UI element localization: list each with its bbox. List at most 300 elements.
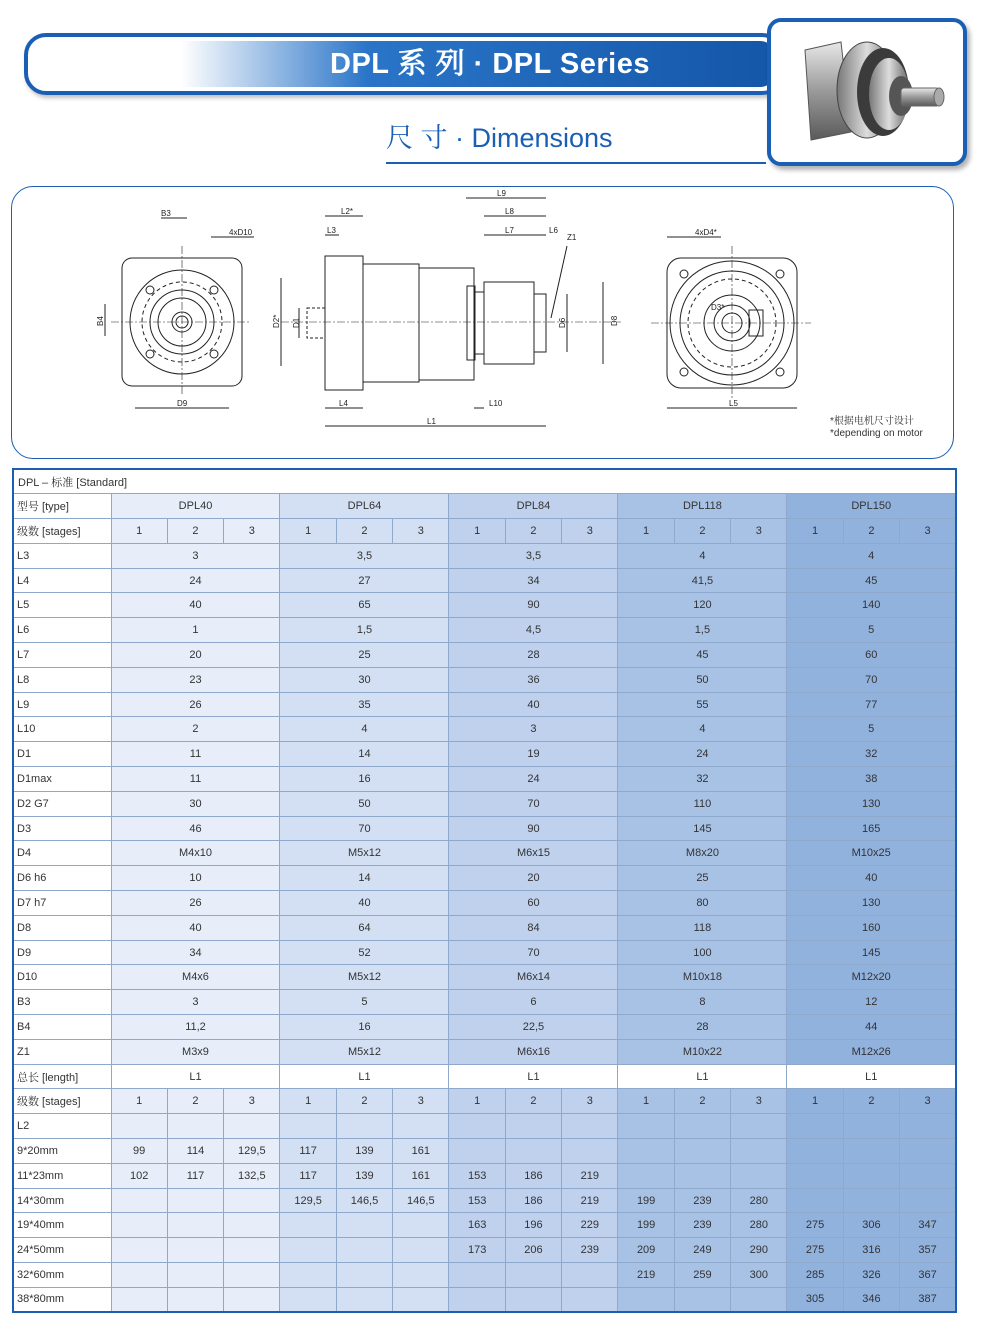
value-cell: 139 xyxy=(336,1139,392,1164)
value-cell: 34 xyxy=(449,568,618,593)
row-label: D4 xyxy=(13,841,111,866)
value-cell xyxy=(674,1139,730,1164)
value-cell: M4x6 xyxy=(111,965,280,990)
row-label: L3 xyxy=(13,543,111,568)
value-cell: 2 xyxy=(111,717,280,742)
value-cell: 4 xyxy=(618,717,787,742)
value-cell: 153 xyxy=(449,1163,505,1188)
empty-cell xyxy=(224,1114,280,1139)
stage-cell: 1 xyxy=(449,519,505,544)
value-cell: 44 xyxy=(787,1015,956,1040)
value-cell: 46 xyxy=(111,816,280,841)
table-row xyxy=(13,816,956,841)
stage-cell: 3 xyxy=(562,519,618,544)
value-cell: M6x16 xyxy=(449,1039,618,1064)
row-label: L6 xyxy=(13,618,111,643)
value-cell: 4 xyxy=(787,543,956,568)
value-cell: 8 xyxy=(618,990,787,1015)
value-cell xyxy=(167,1213,223,1238)
value-cell: 239 xyxy=(562,1238,618,1263)
value-cell xyxy=(787,1139,843,1164)
stage-cell: 3 xyxy=(224,1089,280,1114)
value-cell: 70 xyxy=(280,816,449,841)
type-label: 型号 [type] xyxy=(13,494,111,519)
value-cell: 196 xyxy=(505,1213,561,1238)
value-cell: 186 xyxy=(505,1163,561,1188)
value-cell xyxy=(167,1287,223,1312)
table-row xyxy=(13,841,956,866)
table-row xyxy=(13,1163,956,1188)
value-cell: 4,5 xyxy=(449,618,618,643)
table-row xyxy=(13,1263,956,1288)
stage-cell: 1 xyxy=(449,1089,505,1114)
value-cell: M12x20 xyxy=(787,965,956,990)
value-cell xyxy=(111,1238,167,1263)
value-cell xyxy=(393,1263,449,1288)
length-row xyxy=(13,1064,956,1089)
value-cell: 290 xyxy=(731,1238,787,1263)
value-cell: 11 xyxy=(111,767,280,792)
table-row xyxy=(13,1015,956,1040)
product-photo xyxy=(767,18,967,166)
value-cell: 50 xyxy=(618,667,787,692)
dim-label-l10: L10 xyxy=(489,399,503,408)
stage-cell: 1 xyxy=(787,1089,843,1114)
stage-cell: 2 xyxy=(505,1089,561,1114)
value-cell: 70 xyxy=(787,667,956,692)
value-cell xyxy=(224,1287,280,1312)
value-cell: 153 xyxy=(449,1188,505,1213)
model-header: DPL64 xyxy=(280,494,449,519)
value-cell: 280 xyxy=(731,1188,787,1213)
table-row xyxy=(13,1139,956,1164)
stage-cell: 1 xyxy=(787,519,843,544)
value-cell xyxy=(843,1188,899,1213)
value-cell: 219 xyxy=(618,1263,674,1288)
dim-label-l5: L5 xyxy=(729,399,738,408)
table-row xyxy=(13,915,956,940)
value-cell: 300 xyxy=(731,1263,787,1288)
row-label: 38*80mm xyxy=(13,1287,111,1312)
value-cell: 110 xyxy=(618,791,787,816)
value-cell: 3 xyxy=(111,543,280,568)
length-cell: L1 xyxy=(618,1064,787,1089)
row-label: D10 xyxy=(13,965,111,990)
stage-cell: 2 xyxy=(674,519,730,544)
value-cell: 239 xyxy=(674,1213,730,1238)
table-row xyxy=(13,965,956,990)
table-row xyxy=(13,667,956,692)
value-cell xyxy=(900,1188,956,1213)
value-cell xyxy=(336,1213,392,1238)
value-cell: 45 xyxy=(618,643,787,668)
row-label: 32*60mm xyxy=(13,1263,111,1288)
value-cell xyxy=(167,1263,223,1288)
value-cell: 52 xyxy=(280,940,449,965)
value-cell: 130 xyxy=(787,791,956,816)
value-cell: 27 xyxy=(280,568,449,593)
value-cell xyxy=(449,1287,505,1312)
type-row xyxy=(13,494,956,519)
value-cell xyxy=(111,1188,167,1213)
row-label: D8 xyxy=(13,915,111,940)
value-cell: 24 xyxy=(618,742,787,767)
value-cell: 90 xyxy=(449,816,618,841)
value-cell xyxy=(562,1263,618,1288)
value-cell xyxy=(111,1263,167,1288)
dim-label-d2: D2* xyxy=(272,314,281,328)
value-cell: 1 xyxy=(111,618,280,643)
value-cell: 4 xyxy=(618,543,787,568)
empty-cell xyxy=(900,1114,956,1139)
row-label: D1 xyxy=(13,742,111,767)
dim-label-d4: 4xD4* xyxy=(695,228,717,237)
value-cell: 118 xyxy=(618,915,787,940)
value-cell: 35 xyxy=(280,692,449,717)
row-label: L5 xyxy=(13,593,111,618)
dimension-drawing xyxy=(11,186,954,459)
value-cell xyxy=(618,1163,674,1188)
value-cell xyxy=(787,1188,843,1213)
value-cell xyxy=(674,1163,730,1188)
value-cell: 4 xyxy=(280,717,449,742)
value-cell: 146,5 xyxy=(393,1188,449,1213)
value-cell: 3 xyxy=(449,717,618,742)
stage-cell: 2 xyxy=(674,1089,730,1114)
row-label: L4 xyxy=(13,568,111,593)
value-cell: 64 xyxy=(280,915,449,940)
value-cell: 16 xyxy=(280,1015,449,1040)
stage-cell: 2 xyxy=(843,519,899,544)
dim-label-l2: L2* xyxy=(341,207,354,216)
value-cell: 161 xyxy=(393,1139,449,1164)
empty-cell xyxy=(393,1114,449,1139)
value-cell xyxy=(224,1188,280,1213)
value-cell: 173 xyxy=(449,1238,505,1263)
value-cell: 16 xyxy=(280,767,449,792)
dim-label-l3: L3 xyxy=(327,226,336,235)
value-cell: 249 xyxy=(674,1238,730,1263)
front-view-input xyxy=(105,218,254,408)
value-cell: 3,5 xyxy=(449,543,618,568)
value-cell: 199 xyxy=(618,1213,674,1238)
empty-cell xyxy=(336,1114,392,1139)
empty-cell xyxy=(843,1114,899,1139)
value-cell: M10x25 xyxy=(787,841,956,866)
value-cell: 40 xyxy=(111,593,280,618)
table-row xyxy=(13,940,956,965)
value-cell: M4x10 xyxy=(111,841,280,866)
stage-cell: 1 xyxy=(111,1089,167,1114)
value-cell xyxy=(843,1163,899,1188)
value-cell: 60 xyxy=(787,643,956,668)
row-label: D3 xyxy=(13,816,111,841)
dim-label-l8: L8 xyxy=(505,207,514,216)
value-cell: 30 xyxy=(111,791,280,816)
value-cell: 25 xyxy=(618,866,787,891)
table-row xyxy=(13,692,956,717)
stages-label: 级数 [stages] xyxy=(13,1089,111,1114)
value-cell: 28 xyxy=(449,643,618,668)
value-cell: 11 xyxy=(111,742,280,767)
value-cell: 347 xyxy=(900,1213,956,1238)
value-cell: M10x18 xyxy=(618,965,787,990)
value-cell: 5 xyxy=(787,618,956,643)
value-cell: 38 xyxy=(787,767,956,792)
value-cell xyxy=(449,1263,505,1288)
value-cell: 357 xyxy=(900,1238,956,1263)
stage-cell: 1 xyxy=(280,1089,336,1114)
table-row xyxy=(13,1039,956,1064)
value-cell: 40 xyxy=(280,891,449,916)
value-cell xyxy=(336,1263,392,1288)
value-cell: 24 xyxy=(449,767,618,792)
dim-label-d1: D1 xyxy=(292,317,301,328)
length-cell: L1 xyxy=(449,1064,618,1089)
stage-cell: 3 xyxy=(393,1089,449,1114)
value-cell: 239 xyxy=(674,1188,730,1213)
section-title: 尺 寸 · Dimensions xyxy=(386,123,613,153)
dim-label-l7: L7 xyxy=(505,226,514,235)
length-label: 总长 [length] xyxy=(13,1064,111,1089)
value-cell: 161 xyxy=(393,1163,449,1188)
value-cell: 55 xyxy=(618,692,787,717)
value-cell: 387 xyxy=(900,1287,956,1312)
table-row xyxy=(13,891,956,916)
table-row xyxy=(13,791,956,816)
model-header: DPL84 xyxy=(449,494,618,519)
value-cell xyxy=(280,1263,336,1288)
value-cell: 100 xyxy=(618,940,787,965)
row-label: 14*30mm xyxy=(13,1188,111,1213)
value-cell xyxy=(562,1139,618,1164)
stage-cell: 2 xyxy=(336,1089,392,1114)
stages-label: 级数 [stages] xyxy=(13,519,111,544)
value-cell xyxy=(618,1287,674,1312)
table-row xyxy=(13,543,956,568)
l2-label: L2 xyxy=(13,1114,111,1139)
value-cell: 285 xyxy=(787,1263,843,1288)
value-cell: 14 xyxy=(280,742,449,767)
value-cell: M12x26 xyxy=(787,1039,956,1064)
empty-cell xyxy=(280,1114,336,1139)
value-cell: 6 xyxy=(449,990,618,1015)
value-cell: 326 xyxy=(843,1263,899,1288)
stage-cell: 3 xyxy=(900,1089,956,1114)
row-label: L7 xyxy=(13,643,111,668)
dim-label-l9: L9 xyxy=(497,189,506,198)
empty-cell xyxy=(787,1114,843,1139)
stages-row-2 xyxy=(13,1089,956,1114)
value-cell: 316 xyxy=(843,1238,899,1263)
row-label: Z1 xyxy=(13,1039,111,1064)
row-label: D2 G7 xyxy=(13,791,111,816)
stage-cell: 1 xyxy=(618,519,674,544)
value-cell xyxy=(280,1287,336,1312)
value-cell xyxy=(449,1139,505,1164)
value-cell xyxy=(280,1213,336,1238)
value-cell: 20 xyxy=(111,643,280,668)
value-cell: 24 xyxy=(111,568,280,593)
value-cell: 28 xyxy=(618,1015,787,1040)
value-cell: M6x14 xyxy=(449,965,618,990)
planetary-gearbox-photo-icon xyxy=(771,22,963,162)
value-cell: 367 xyxy=(900,1263,956,1288)
stages-row xyxy=(13,519,956,544)
stage-cell: 2 xyxy=(167,519,223,544)
value-cell xyxy=(900,1163,956,1188)
value-cell: 139 xyxy=(336,1163,392,1188)
value-cell xyxy=(224,1238,280,1263)
table-row xyxy=(13,866,956,891)
value-cell: 26 xyxy=(111,692,280,717)
value-cell: 20 xyxy=(449,866,618,891)
row-label: 9*20mm xyxy=(13,1139,111,1164)
value-cell xyxy=(562,1287,618,1312)
value-cell: 22,5 xyxy=(449,1015,618,1040)
value-cell: M5x12 xyxy=(280,965,449,990)
value-cell: 40 xyxy=(787,866,956,891)
value-cell xyxy=(280,1238,336,1263)
value-cell: 3,5 xyxy=(280,543,449,568)
value-cell: 3 xyxy=(111,990,280,1015)
row-label: 24*50mm xyxy=(13,1238,111,1263)
value-cell xyxy=(224,1213,280,1238)
value-cell: 77 xyxy=(787,692,956,717)
dim-label-b3: B3 xyxy=(161,209,171,218)
value-cell: 219 xyxy=(562,1163,618,1188)
value-cell xyxy=(167,1238,223,1263)
table-row xyxy=(13,643,956,668)
value-cell: 219 xyxy=(562,1188,618,1213)
value-cell: 26 xyxy=(111,891,280,916)
length-cell: L1 xyxy=(111,1064,280,1089)
value-cell xyxy=(731,1139,787,1164)
row-label: L10 xyxy=(13,717,111,742)
value-cell: 145 xyxy=(618,816,787,841)
row-label: L9 xyxy=(13,692,111,717)
table-row xyxy=(13,618,956,643)
value-cell: 40 xyxy=(111,915,280,940)
value-cell: 140 xyxy=(787,593,956,618)
value-cell: 346 xyxy=(843,1287,899,1312)
model-header: DPL150 xyxy=(787,494,956,519)
row-label: 11*23mm xyxy=(13,1163,111,1188)
value-cell xyxy=(731,1287,787,1312)
value-cell: 129,5 xyxy=(280,1188,336,1213)
value-cell: 206 xyxy=(505,1238,561,1263)
value-cell: 32 xyxy=(618,767,787,792)
table-row xyxy=(13,990,956,1015)
table-row xyxy=(13,1287,956,1312)
table-row xyxy=(13,593,956,618)
value-cell: M3x9 xyxy=(111,1039,280,1064)
value-cell: 305 xyxy=(787,1287,843,1312)
table-row xyxy=(13,742,956,767)
value-cell: 5 xyxy=(787,717,956,742)
value-cell: 32 xyxy=(787,742,956,767)
dim-label-l4: L4 xyxy=(339,399,348,408)
value-cell: 80 xyxy=(618,891,787,916)
dim-label-d9: D9 xyxy=(177,399,188,408)
value-cell: 25 xyxy=(280,643,449,668)
value-cell: 275 xyxy=(787,1213,843,1238)
model-header: DPL40 xyxy=(111,494,280,519)
value-cell xyxy=(336,1287,392,1312)
value-cell: 41,5 xyxy=(618,568,787,593)
row-label: B4 xyxy=(13,1015,111,1040)
stage-cell: 2 xyxy=(167,1089,223,1114)
value-cell: 23 xyxy=(111,667,280,692)
motor-note-cn: *根据电机尺寸设计 xyxy=(830,416,914,427)
empty-cell xyxy=(618,1114,674,1139)
row-label: D9 xyxy=(13,940,111,965)
value-cell: M6x15 xyxy=(449,841,618,866)
value-cell: 229 xyxy=(562,1213,618,1238)
value-cell xyxy=(111,1213,167,1238)
value-cell: 45 xyxy=(787,568,956,593)
value-cell: 117 xyxy=(280,1139,336,1164)
value-cell xyxy=(224,1263,280,1288)
value-cell: 36 xyxy=(449,667,618,692)
value-cell: 14 xyxy=(280,866,449,891)
row-label: D1max xyxy=(13,767,111,792)
stage-cell: 2 xyxy=(843,1089,899,1114)
value-cell: 165 xyxy=(787,816,956,841)
table-row xyxy=(13,1213,956,1238)
dim-label-d6: D6 xyxy=(558,317,567,328)
row-label: D6 h6 xyxy=(13,866,111,891)
value-cell xyxy=(618,1139,674,1164)
stage-cell: 3 xyxy=(224,519,280,544)
stage-cell: 3 xyxy=(562,1089,618,1114)
dimensions-table xyxy=(12,468,957,1313)
value-cell xyxy=(900,1139,956,1164)
dim-label-d3: D3* xyxy=(711,303,725,312)
value-cell xyxy=(393,1213,449,1238)
length-cell: L1 xyxy=(280,1064,449,1089)
model-header: DPL118 xyxy=(618,494,787,519)
stage-cell: 2 xyxy=(505,519,561,544)
value-cell xyxy=(167,1188,223,1213)
value-cell xyxy=(674,1287,730,1312)
empty-cell xyxy=(449,1114,505,1139)
value-cell: 1,5 xyxy=(280,618,449,643)
value-cell xyxy=(111,1287,167,1312)
value-cell: 65 xyxy=(280,593,449,618)
value-cell: 186 xyxy=(505,1188,561,1213)
dim-label-d8: D8 xyxy=(610,315,619,326)
stage-cell: 3 xyxy=(731,519,787,544)
value-cell: M8x20 xyxy=(618,841,787,866)
value-cell: 129,5 xyxy=(224,1139,280,1164)
value-cell xyxy=(731,1163,787,1188)
value-cell: 12 xyxy=(787,990,956,1015)
value-cell: 99 xyxy=(111,1139,167,1164)
empty-cell xyxy=(167,1114,223,1139)
value-cell: 34 xyxy=(111,940,280,965)
value-cell: 199 xyxy=(618,1188,674,1213)
stage-cell: 3 xyxy=(393,519,449,544)
value-cell: 60 xyxy=(449,891,618,916)
stage-cell: 2 xyxy=(336,519,392,544)
stage-cell: 1 xyxy=(111,519,167,544)
empty-cell xyxy=(674,1114,730,1139)
value-cell: 10 xyxy=(111,866,280,891)
value-cell xyxy=(843,1139,899,1164)
value-cell: 120 xyxy=(618,593,787,618)
value-cell: 70 xyxy=(449,791,618,816)
